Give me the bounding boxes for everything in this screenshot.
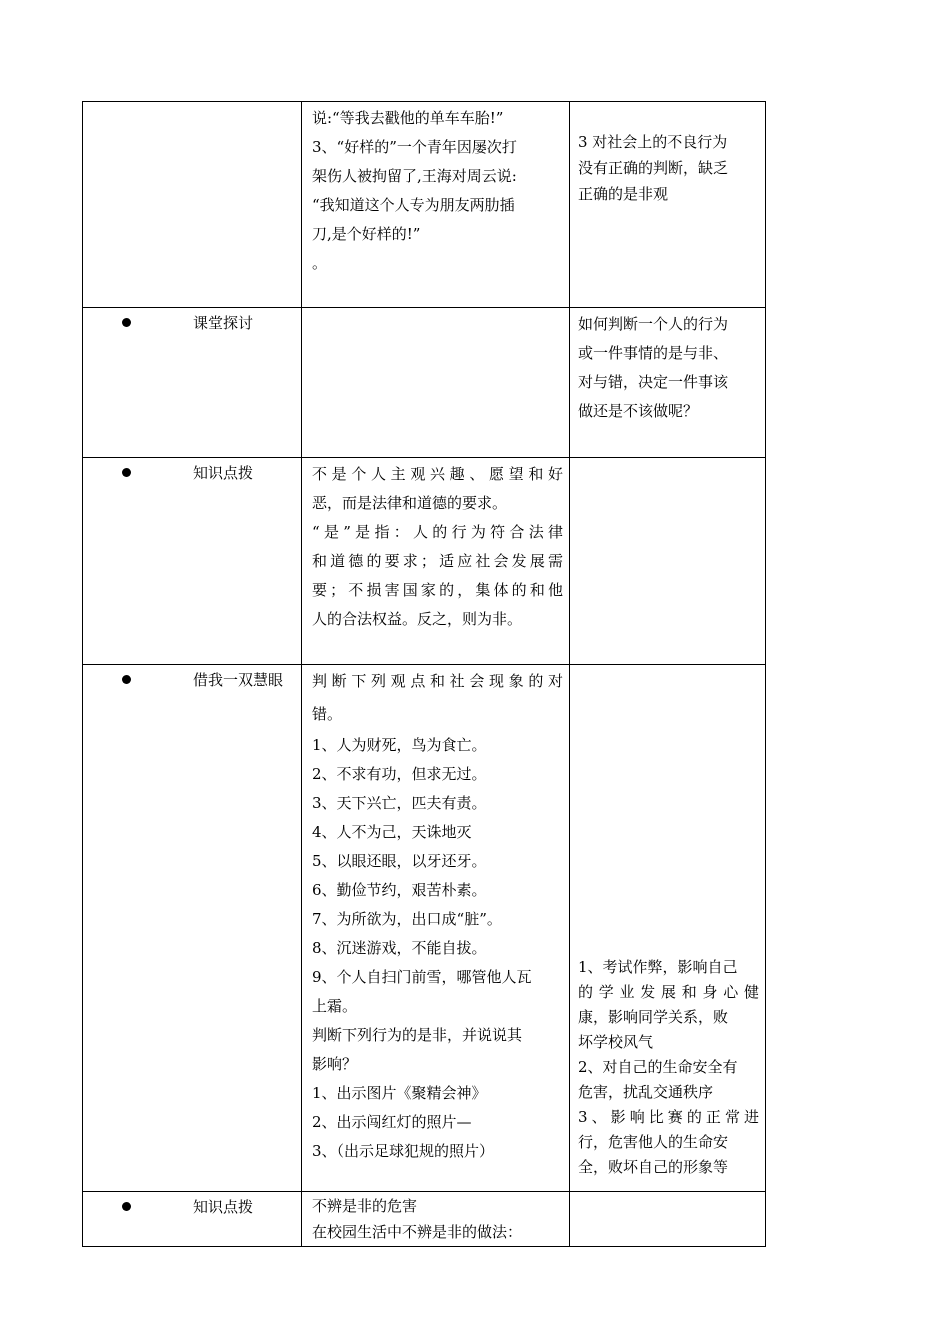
row-content-cell (302, 1192, 570, 1247)
row-content-cell (302, 458, 570, 665)
content-line: 7、为所欲为，出口成“脏”。 (312, 910, 502, 928)
notes-line: 对与错，决定一件事该 (578, 373, 729, 391)
row-label-cell (83, 1192, 302, 1247)
notes-line: 没有正确的判断，缺乏 (578, 159, 729, 177)
content-line: 8、沉迷游戏，不能自拔。 (312, 939, 487, 957)
row-content-cell (302, 665, 570, 1192)
row-notes-cell (570, 102, 766, 308)
content-line: 和道德的要求；适应社会发展需 (312, 552, 563, 570)
row-label-cell (83, 458, 302, 665)
content-line: 恶，而是法律和道德的要求。 (312, 494, 508, 512)
row-label-cell (83, 665, 302, 1192)
content-line: 刀,是个好样的!” (312, 225, 421, 243)
content-line: 不辨是非的危害 (312, 1197, 418, 1215)
content-line: 1、人为财死，鸟为食亡。 (312, 736, 487, 754)
notes-line: 危害，扰乱交通秩序 (578, 1083, 714, 1101)
content-line: 影响？ (312, 1055, 358, 1073)
content-line: 人的合法权益。反之，则为非。 (312, 610, 523, 628)
content-line: 。 (312, 254, 328, 272)
row-label-cell (83, 308, 302, 458)
bullet-icon (122, 675, 131, 684)
notes-line: 2、对自己的生命安全有 (578, 1058, 738, 1076)
bullet-icon (122, 1202, 131, 1211)
lesson-plan-table (82, 101, 766, 1247)
content-line: 4、人不为己，天诛地灭 (312, 823, 472, 841)
bullet-icon (122, 468, 131, 477)
notes-line: 的学业发展和身心健 (578, 983, 759, 1001)
row-content-cell (302, 102, 570, 308)
content-line: 2、出示闯红灯的照片— (312, 1113, 472, 1131)
content-line: 3、天下兴亡，匹夫有责。 (312, 794, 487, 812)
table-row (83, 102, 766, 308)
row-notes-cell (570, 665, 766, 1192)
row-notes-cell (570, 308, 766, 458)
row-label: 知识点拨 (193, 1198, 254, 1216)
row-label: 课堂探讨 (193, 314, 254, 332)
content-line: 6、勤俭节约，艰苦朴素。 (312, 881, 487, 899)
row-label: 借我一双慧眼 (193, 671, 284, 689)
notes-line: 坏学校风气 (578, 1033, 654, 1051)
notes-line: 3 对社会上的不良行为 (578, 133, 728, 151)
content-line: 不是个人主观兴趣、愿望和好 (312, 465, 563, 483)
content-line: 在校园生活中不辨是非的做法： (312, 1223, 523, 1241)
notes-line: 做还是不该做呢？ (578, 402, 699, 420)
content-line: “我知道这个人专为朋友两肋插 (312, 196, 515, 214)
row-label: 知识点拨 (193, 464, 254, 482)
notes-line: 3、影响比赛的正常进 (578, 1108, 759, 1126)
table-row (83, 665, 766, 1192)
content-line: 说:“等我去戳他的单车车胎!” (312, 109, 504, 127)
bullet-icon (122, 318, 131, 327)
table-row (83, 458, 766, 665)
content-line: 1、出示图片《聚精会神》 (312, 1084, 487, 1102)
table-row (83, 308, 766, 458)
content-line: 要；不损害国家的，集体的和他 (312, 581, 563, 599)
content-line: 判断下列行为的是非，并说说其 (312, 1026, 523, 1044)
content-line: 上霜。 (312, 997, 358, 1015)
notes-line: 1、考试作弊，影响自己 (578, 958, 738, 976)
notes-line: 行，危害他人的生命安 (578, 1133, 729, 1151)
notes-line: 如何判断一个人的行为 (578, 315, 729, 333)
content-line: 错。 (312, 705, 343, 723)
notes-line: 正确的是非观 (578, 185, 669, 203)
content-line: 判断下列观点和社会现象的对 (312, 672, 563, 690)
notes-line: 全，败坏自己的形象等 (578, 1158, 729, 1176)
notes-line: 康，影响同学关系，败 (578, 1008, 729, 1026)
notes-line: 或一件事情的是与非、 (578, 344, 729, 362)
row-notes-cell (570, 458, 766, 665)
table-row (83, 1192, 766, 1247)
content-line: “是”是指：人的行为符合法律 (312, 523, 563, 541)
content-line: 9、个人自扫门前雪，哪管他人瓦 (312, 968, 532, 986)
content-line: 5、以眼还眼，以牙还牙。 (312, 852, 487, 870)
content-line: 3、（出示足球犯规的照片） (312, 1142, 495, 1160)
content-line: 3、“好样的”一个青年因屡次打 (312, 138, 517, 156)
row-content-cell (302, 308, 570, 458)
row-notes-cell (570, 1192, 766, 1247)
content-line: 2、不求有功，但求无过。 (312, 765, 487, 783)
row-label-cell (83, 102, 302, 308)
content-line: 架伤人被拘留了,王海对周云说: (312, 167, 517, 185)
